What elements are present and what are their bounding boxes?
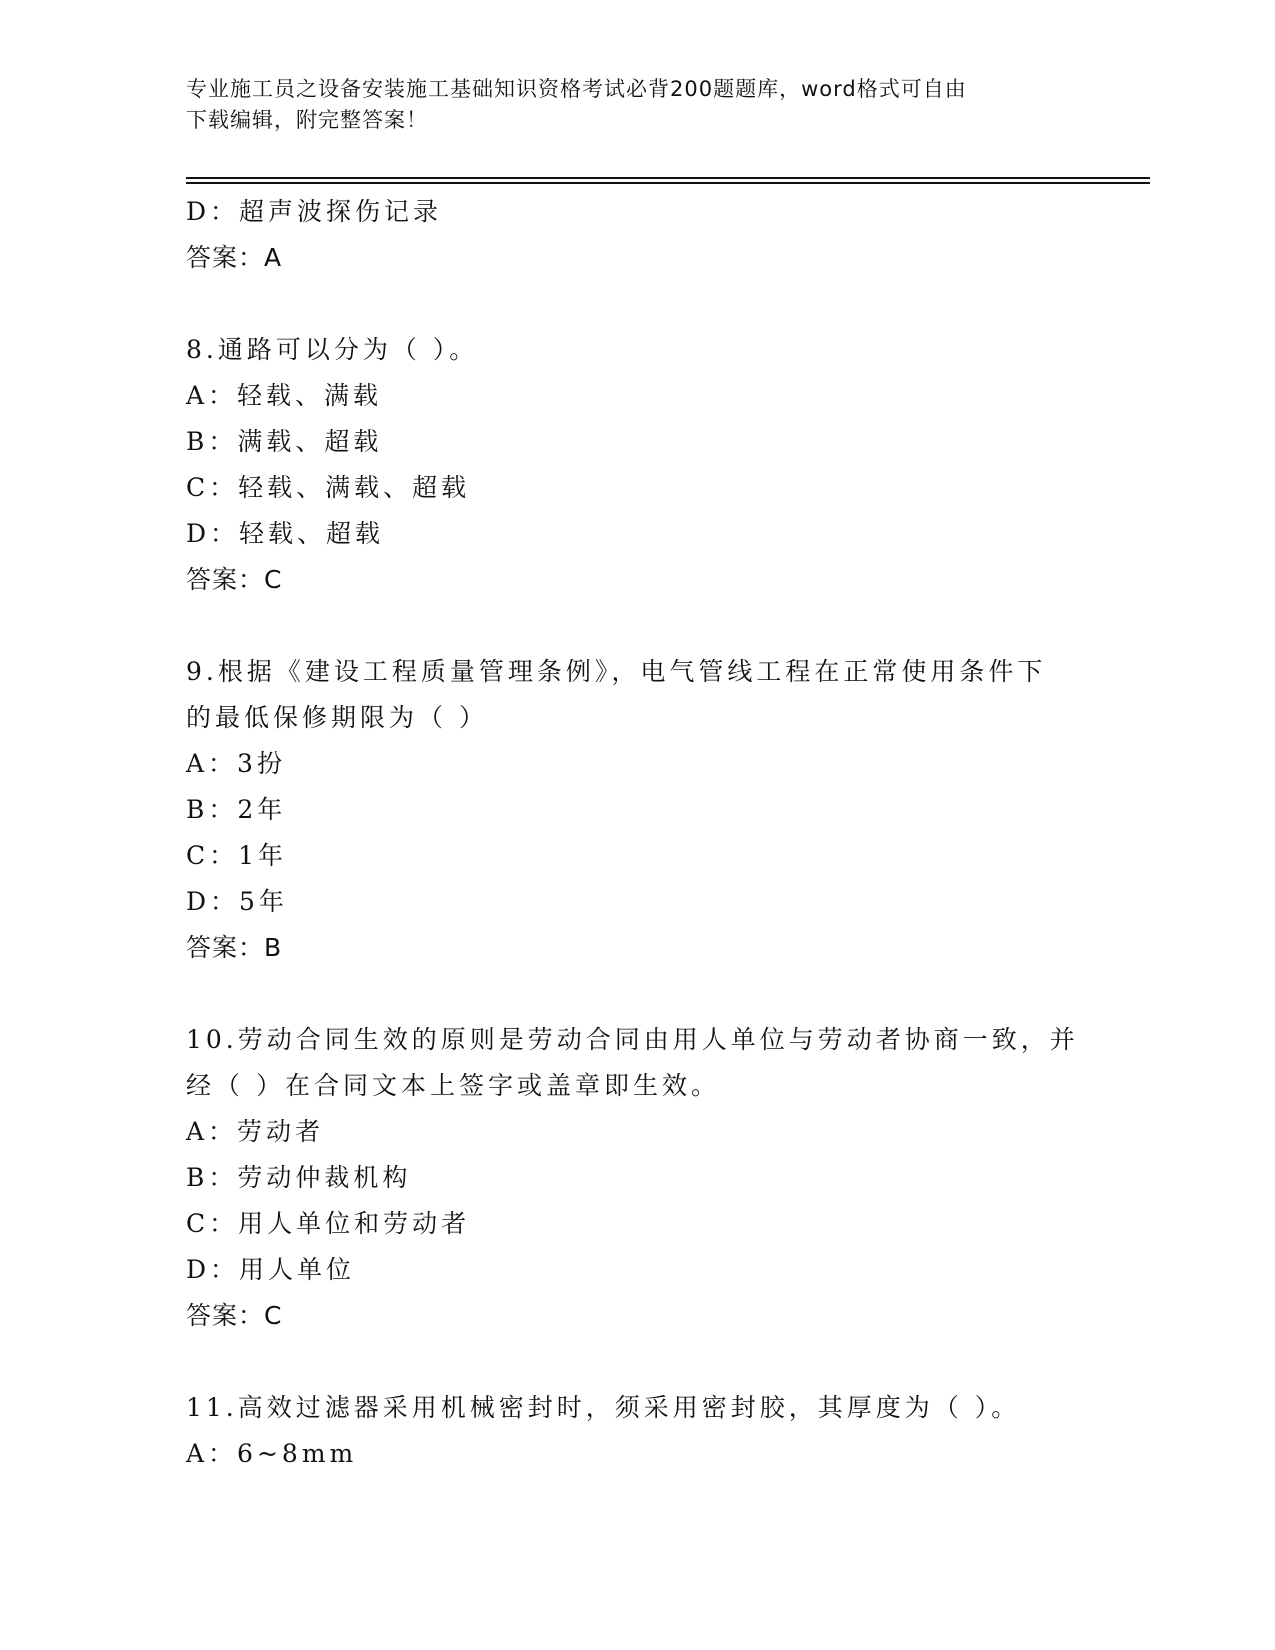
option-c: C：用人单位和劳动者: [186, 1209, 471, 1238]
question-stem-line-2: 经（ ）在合同文本上签字或盖章即生效。: [186, 1071, 720, 1100]
option-a: A：劳动者: [186, 1117, 325, 1146]
option-b: B：劳动仲裁机构: [186, 1163, 412, 1192]
question-9: [186, 649, 1086, 971]
answer-line: [186, 557, 1086, 603]
header-divider-top: [186, 177, 1150, 179]
answer-label: 答案：: [186, 1301, 265, 1330]
spacer: [186, 1339, 1086, 1385]
option-a: A：6~8mm: [186, 1439, 358, 1468]
answer-value: C: [264, 1301, 283, 1330]
question-stem: 11.高效过滤器采用机械密封时，须采用密封胶，其厚度为（ ）。: [186, 1393, 1021, 1422]
answer-label: 答案：: [186, 933, 265, 962]
answer-line: [186, 235, 1086, 281]
spacer: [186, 603, 1086, 649]
answer-line: [186, 925, 1086, 971]
question-stem-line-1: 10.劳动合同生效的原则是劳动合同由用人单位与劳动者协商一致，并: [186, 1025, 1079, 1054]
header-title-line-2: 下载编辑，附完整答案！: [186, 108, 428, 132]
question-fragment: [186, 189, 1086, 281]
spacer: [186, 281, 1086, 327]
option-c: C：轻载、满载、超载: [186, 473, 471, 502]
header-divider-bottom: [186, 182, 1150, 184]
header-title-line-1: 专业施工员之设备安装施工基础知识资格考试必背200题题库，word格式可自由: [186, 77, 967, 101]
answer-label: 答案：: [186, 243, 265, 272]
spacer: [186, 971, 1086, 1017]
option-b: B：满载、超载: [186, 427, 383, 456]
question-11: [186, 1385, 1086, 1477]
question-10: [186, 1017, 1086, 1339]
document-header: [186, 74, 1066, 136]
question-list: [186, 189, 1086, 1477]
option-c: C：1年: [186, 841, 288, 870]
question-stem: 8.通路可以分为（ ）。: [186, 335, 479, 364]
option-a: A：3扮: [186, 749, 286, 778]
question-8: [186, 327, 1086, 603]
option-a: A：轻载、满载: [186, 381, 383, 410]
answer-value: B: [264, 933, 283, 962]
option-d: D：超声波探伤记录: [186, 197, 443, 226]
option-d: D：轻载、超载: [186, 519, 385, 548]
option-b: B：2年: [186, 795, 287, 824]
answer-value: A: [264, 243, 283, 272]
option-d: D：用人单位: [186, 1255, 356, 1284]
answer-label: 答案：: [186, 565, 265, 594]
option-d: D：5年: [186, 887, 288, 916]
question-stem-line-1: 9.根据《建设工程质量管理条例》，电气管线工程在正常使用条件下: [186, 657, 1047, 686]
answer-line: [186, 1293, 1086, 1339]
answer-value: C: [264, 565, 283, 594]
question-stem-line-2: 的最低保修期限为（ ）: [186, 703, 488, 732]
